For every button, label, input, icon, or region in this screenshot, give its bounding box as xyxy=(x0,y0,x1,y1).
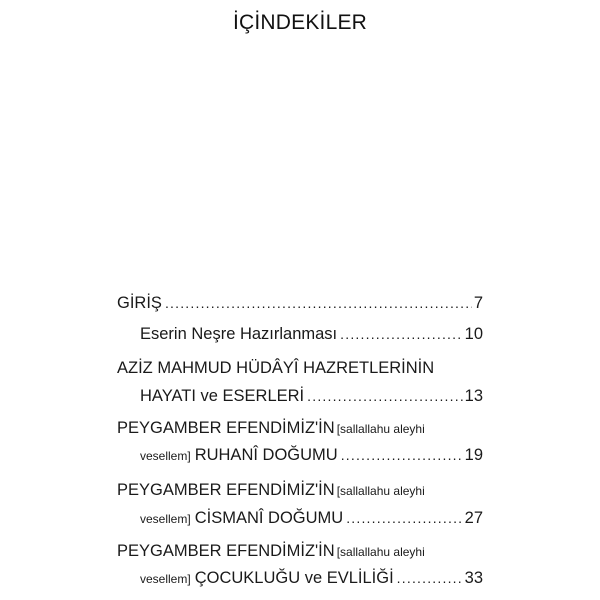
toc-page-number: 7 xyxy=(473,294,483,312)
toc-entry-ruhani-dogumu-line1[interactable] xyxy=(117,417,483,439)
toc-entry-ruhani-dogumu-line2[interactable] xyxy=(140,444,483,466)
toc-entry-honorific: [sallallahu aleyhi xyxy=(336,484,425,498)
dot-leader xyxy=(397,567,463,589)
toc-entry-aziz-mahmud-line1[interactable] xyxy=(117,357,483,379)
toc-page-number: 33 xyxy=(464,569,483,587)
toc-entry-honorific: [sallallahu aleyhi xyxy=(336,545,425,559)
toc-entry-eserin-nesre[interactable] xyxy=(140,323,483,345)
toc-entry-honorific: vesellem] xyxy=(140,512,191,526)
toc-entry-honorific: vesellem] xyxy=(140,449,191,463)
dot-leader xyxy=(340,323,462,345)
toc-entry-title-continued: RUHANÎ DOĞUMU xyxy=(194,446,338,464)
toc-page-number: 13 xyxy=(464,387,483,405)
toc-entry-title: Eserin Neşre Hazırlanması xyxy=(140,325,338,343)
toc-entry-aziz-mahmud-line2[interactable] xyxy=(140,385,483,407)
toc-entry-title: PEYGAMBER EFENDİMİZ'İN xyxy=(117,481,335,499)
toc-entry-cocuklugu-evliligi-line2[interactable] xyxy=(140,567,483,589)
toc-page-number: 27 xyxy=(464,509,483,527)
toc-entry-title: GİRİŞ xyxy=(117,294,162,312)
toc-entry-honorific: [sallallahu aleyhi xyxy=(336,422,425,436)
page-title: İÇİNDEKİLER xyxy=(232,11,368,34)
toc-entry-honorific: vesellem] xyxy=(140,572,191,586)
dot-leader xyxy=(341,444,463,466)
toc-entry-title-continued: CİSMANÎ DOĞUMU xyxy=(194,509,344,527)
toc-page-number: 19 xyxy=(464,446,483,464)
toc-entry-cismani-dogumu-line1[interactable] xyxy=(117,479,483,501)
toc-entry-title: PEYGAMBER EFENDİMİZ'İN xyxy=(117,542,335,560)
toc-entry-title: PEYGAMBER EFENDİMİZ'İN xyxy=(117,419,335,437)
dot-leader xyxy=(307,385,463,407)
toc-entry-title: AZİZ MAHMUD HÜDÂYÎ HAZRETLERİNİN xyxy=(117,359,435,377)
dot-leader xyxy=(346,507,462,529)
toc-entry-title-continued: HAYATI ve ESERLERİ xyxy=(140,387,305,405)
dot-leader xyxy=(165,292,472,314)
toc-page-number: 10 xyxy=(464,325,483,343)
toc-entry-title-continued: ÇOCUKLUĞU ve EVLİLİĞİ xyxy=(194,569,394,587)
toc-entry-giris[interactable] xyxy=(117,292,483,314)
toc-entry-cocuklugu-evliligi-line1[interactable] xyxy=(117,540,483,562)
toc-entry-cismani-dogumu-line2[interactable] xyxy=(140,507,483,529)
